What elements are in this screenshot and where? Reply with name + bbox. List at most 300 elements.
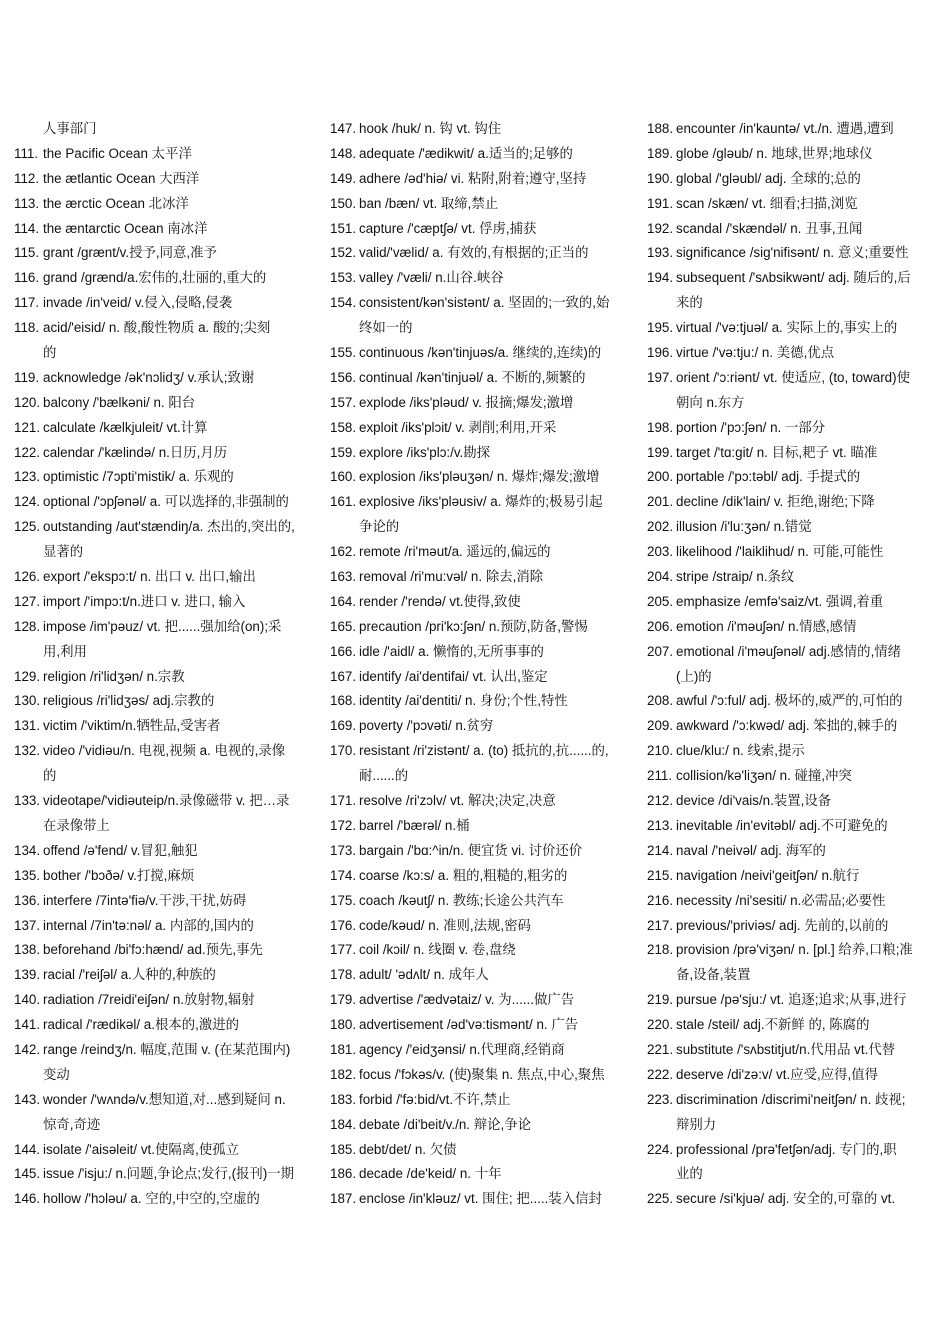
entry-text: acid/'eisid/ n. 酸,酸性物质 a. 酸的;尖刻 — [43, 320, 271, 336]
vocabulary-entry — [14, 391, 316, 416]
entry-text: naval /'neivəl/ adj. 海军的 — [676, 842, 826, 858]
entry-text: encounter /in'kauntə/ vt./n. 遭遇,遭到 — [676, 121, 894, 136]
entry-continuation — [647, 391, 937, 416]
entry-text: video /'vidiəu/n. 电视,视频 a. 电视的,录像 — [43, 743, 286, 759]
vocabulary-entry — [330, 665, 632, 690]
entry-text: emphasize /emfə'saiz/vt. 强调,着重 — [676, 593, 884, 609]
entry-continuation-text: 显著的 — [43, 544, 84, 560]
entry-continuation — [647, 1113, 937, 1138]
vocabulary-entry — [14, 366, 316, 391]
vocabulary-entry — [647, 540, 937, 565]
vocabulary-entry — [647, 117, 937, 142]
entry-text: idle /'aidl/ a. 懒惰的,无所事事的 — [359, 643, 544, 659]
vocabulary-entry — [330, 1088, 632, 1113]
entry-text: clue/klu:/ n. 线索,提示 — [676, 743, 805, 759]
entry-text: optional /'ɔpʃənəl/ a. 可以选择的,非强制的 — [43, 494, 289, 510]
entry-number: 142. — [14, 1041, 41, 1057]
entry-number: 137. — [14, 917, 41, 933]
vocabulary-entry — [330, 689, 632, 714]
entry-number: 144. — [14, 1141, 41, 1157]
vocabulary-column-1 — [14, 117, 316, 1212]
vocabulary-entry — [14, 291, 316, 316]
entry-continuation — [647, 291, 937, 316]
entry-number: 120. — [14, 394, 41, 410]
vocabulary-entry — [330, 789, 632, 814]
vocabulary-entry — [330, 1187, 632, 1212]
entry-number: 173. — [330, 842, 357, 858]
entry-text: advertisement /əd'və:tismənt/ n. 广告 — [359, 1017, 579, 1033]
vocabulary-entry — [14, 266, 316, 291]
entry-number: 122. — [14, 444, 41, 460]
entry-text: invade /in'veid/ v.侵入,侵略,侵袭 — [43, 295, 233, 311]
entry-continuation-text: 来的 — [676, 295, 703, 311]
entry-text: exploit /iks'plɔit/ v. 剥削;利用,开采 — [359, 419, 557, 435]
entry-text: coil /kɔil/ n. 线圈 v. 卷,盘绕 — [359, 942, 516, 958]
entry-text: portable /'pɔ:təbl/ adj. 手提式的 — [676, 469, 861, 485]
entry-number: 139. — [14, 967, 41, 983]
vocabulary-entry — [330, 1162, 632, 1187]
entry-text: agency /'eidʒənsi/ n.代理商,经销商 — [359, 1041, 565, 1057]
entry-text: scandal /'skændəl/ n. 丑事,丑闻 — [676, 220, 863, 236]
entry-text: orient /'ɔ:riənt/ vt. 使适应, (to, toward)使 — [676, 369, 910, 385]
entry-number: 118. — [14, 320, 40, 336]
vocabulary-column-3 — [647, 117, 937, 1212]
entry-text: explosive /iks'pləusiv/ a. 爆炸的;极易引起 — [359, 494, 603, 510]
entry-number: 123. — [14, 469, 41, 485]
entry-number: 121. — [14, 419, 41, 435]
vocabulary-entry — [647, 789, 937, 814]
entry-number: 169. — [330, 718, 357, 734]
entry-number: 132. — [14, 743, 41, 759]
entry-number: 182. — [330, 1066, 357, 1082]
vocabulary-entry — [14, 665, 316, 690]
entry-number: 116. — [14, 270, 40, 286]
entry-number: 199. — [647, 444, 674, 460]
entry-text: hollow /'hɔləu/ a. 空的,中空的,空虚的 — [43, 1191, 260, 1207]
vocabulary-entry — [647, 839, 937, 864]
entry-text: barrel /'bærəl/ n.桶 — [359, 817, 470, 833]
entry-number: 180. — [330, 1017, 357, 1033]
vocabulary-column-2 — [330, 117, 632, 1212]
entry-text: hook /huk/ n. 钩 vt. 钩住 — [359, 121, 502, 136]
entry-number: 156. — [330, 369, 357, 385]
entry-number: 159. — [330, 444, 357, 460]
vocabulary-entry — [647, 889, 937, 914]
entry-text: illusion /i'lu:ʒən/ n.错觉 — [676, 519, 812, 535]
entry-continuation — [647, 665, 937, 690]
vocabulary-entry — [647, 1038, 937, 1063]
entry-continuation-text: (上)的 — [676, 668, 712, 684]
entry-continuation-text: 耐......的 — [359, 768, 409, 784]
entry-continuation-text: 终如一的 — [359, 320, 413, 336]
entry-number: 187. — [330, 1191, 357, 1207]
entry-number: 212. — [647, 793, 674, 809]
vocabulary-entry — [330, 714, 632, 739]
entry-text: debt/det/ n. 欠债 — [359, 1141, 457, 1157]
vocabulary-entry — [330, 291, 632, 316]
entry-text: the æntarctic Ocean 南冰洋 — [43, 220, 208, 236]
entry-text: coach /kəutʃ/ n. 教练;长途公共汽车 — [359, 892, 564, 908]
entry-text: awful /'ɔ:ful/ adj. 极坏的,威严的,可怕的 — [676, 693, 903, 709]
entry-number: 163. — [330, 569, 357, 585]
entry-continuation — [14, 640, 316, 665]
entry-number: 168. — [330, 693, 357, 709]
entry-text: identify /ai'dentifai/ vt. 认出,鉴定 — [359, 668, 548, 684]
entry-text: issue /'isju:/ n.问题,争论点;发行,(报刊)一期 — [43, 1166, 295, 1182]
entry-number: 223. — [647, 1091, 674, 1107]
vocabulary-entry — [14, 515, 316, 540]
entry-text: resistant /ri'zistənt/ a. (to) 抵抗的,抗......的, — [359, 743, 609, 759]
vocabulary-entry — [14, 1187, 316, 1212]
entry-text: collision/kə'liʒən/ n. 碰撞,冲突 — [676, 768, 852, 784]
entry-text: optimistic /7ɔpti'mistik/ a. 乐观的 — [43, 469, 234, 485]
entry-continuation — [14, 764, 316, 789]
vocabulary-entry — [330, 615, 632, 640]
vocabulary-entry — [647, 266, 937, 291]
entry-number: 140. — [14, 992, 41, 1008]
entry-number: 138. — [14, 942, 41, 958]
entry-number: 215. — [647, 867, 674, 883]
entry-number: 179. — [330, 992, 357, 1008]
vocabulary-entry — [330, 565, 632, 590]
entry-number: 160. — [330, 469, 357, 485]
entry-continuation-text: 业的 — [676, 1166, 703, 1182]
entry-text: balcony /'bælkəni/ n. 阳台 — [43, 394, 196, 410]
entry-number: 158. — [330, 419, 357, 435]
vocabulary-entry — [330, 441, 632, 466]
vocabulary-entry — [330, 640, 632, 665]
vocabulary-entry — [14, 938, 316, 963]
entry-number: 151. — [330, 220, 357, 236]
entry-text: likelihood /'laiklihud/ n. 可能,可能性 — [676, 544, 884, 560]
entry-text: internal /7in'tə:nəl/ a. 内部的,国内的 — [43, 917, 254, 933]
entry-text: religious /ri'lidʒəs/ adj.宗教的 — [43, 693, 215, 709]
entry-text: explosion /iks'pləuʒən/ n. 爆炸;爆发;激增 — [359, 469, 600, 485]
entry-continuation-text: 惊奇,奇迹 — [43, 1116, 101, 1132]
entry-text: stripe /straip/ n.条纹 — [676, 569, 795, 585]
entry-text: valid/'vælid/ a. 有效的,有根据的;正当的 — [359, 245, 589, 261]
vocabulary-entry — [330, 1013, 632, 1038]
vocabulary-entry — [647, 167, 937, 192]
entry-continuation-text: 人事部门 — [43, 121, 97, 136]
entry-text: adult/ 'ədʌlt/ n. 成年人 — [359, 967, 489, 983]
entry-number: 162. — [330, 544, 357, 560]
entry-text: portion /'pɔ:ʃən/ n. 一部分 — [676, 419, 826, 435]
entry-text: export /'ekspɔ:t/ n. 出口 v. 出口,输出 — [43, 569, 256, 585]
entry-continuation-text: 争论的 — [359, 519, 400, 535]
vocabulary-entry — [330, 1113, 632, 1138]
vocabulary-entry — [647, 441, 937, 466]
entry-text: the ætlantic Ocean 大西洋 — [43, 170, 200, 186]
entry-number: 115. — [14, 245, 40, 261]
entry-number: 175. — [330, 892, 357, 908]
entry-number: 207. — [647, 643, 674, 659]
entry-text: impose /im'pəuz/ vt. 把......强加给(on);采 — [43, 618, 282, 634]
vocabulary-entry — [647, 988, 937, 1013]
entry-text: focus /'fɔkəs/v. (使)聚集 n. 焦点,中心,聚焦 — [359, 1066, 605, 1082]
entry-number: 190. — [647, 170, 674, 186]
entry-text: inevitable /in'evitəbl/ adj.不可避免的 — [676, 817, 888, 833]
vocabulary-entry — [330, 217, 632, 242]
entry-number: 189. — [647, 145, 674, 161]
entry-text: religion /ri'lidʒən/ n.宗教 — [43, 668, 185, 684]
vocabulary-entry — [14, 889, 316, 914]
entry-continuation — [14, 117, 316, 142]
vocabulary-entry — [14, 714, 316, 739]
entry-number: 181. — [330, 1041, 357, 1057]
entry-number: 128. — [14, 618, 41, 634]
entry-number: 170. — [330, 743, 357, 759]
entry-text: pursue /pə'sju:/ vt. 追逐;追求;从事,进行 — [676, 992, 907, 1008]
entry-text: calendar /'kælində/ n.日历,月历 — [43, 444, 228, 460]
entry-number: 119. — [14, 369, 40, 385]
entry-text: victim /'viktim/n.牺牲品,受害者 — [43, 718, 221, 734]
entry-number: 148. — [330, 145, 357, 161]
vocabulary-entry — [14, 689, 316, 714]
vocabulary-entry — [14, 1162, 316, 1187]
entry-text: discrimination /discrimi'neitʃən/ n. 歧视; — [676, 1091, 906, 1107]
entry-text: acknowledge /ək'nɔlidʒ/ v.承认;致谢 — [43, 369, 255, 385]
entry-number: 149. — [330, 170, 357, 186]
entry-number: 194. — [647, 270, 674, 286]
vocabulary-entry — [330, 814, 632, 839]
entry-number: 185. — [330, 1141, 357, 1157]
vocabulary-entry — [330, 416, 632, 441]
entry-number: 200. — [647, 469, 674, 485]
entry-text: interfere /7intə'fiə/v.干涉,干扰,妨碍 — [43, 892, 247, 908]
entry-number: 198. — [647, 419, 674, 435]
entry-number: 213. — [647, 817, 674, 833]
entry-text: capture /'cæptʃə/ vt. 俘虏,捕获 — [359, 220, 537, 236]
entry-text: virtue /'və:tju:/ n. 美德,优点 — [676, 345, 835, 361]
vocabulary-entry — [330, 266, 632, 291]
entry-number: 197. — [647, 369, 674, 385]
entry-text: racial /'reiʃəl/ a.人种的,种族的 — [43, 967, 216, 983]
entry-text: poverty /'pɔvəti/ n.贫穷 — [359, 718, 494, 734]
entry-text: virtual /'və:tjuəl/ a. 实际上的,事实上的 — [676, 320, 898, 336]
vocabulary-entry — [647, 1063, 937, 1088]
entry-text: advertise /'ædvətaiz/ v. 为......做广告 — [359, 992, 575, 1008]
entry-number: 117. — [14, 295, 40, 311]
vocabulary-entry — [647, 1088, 937, 1113]
entry-number: 111. — [14, 145, 39, 161]
entry-number: 127. — [14, 593, 41, 609]
entry-text: offend /ə'fend/ v.冒犯,触犯 — [43, 842, 198, 858]
entry-continuation-text: 用,利用 — [43, 643, 87, 659]
vocabulary-entry — [14, 914, 316, 939]
vocabulary-entry — [647, 739, 937, 764]
entry-text: emotional /i'məuʃənəl/ adj.感情的,情绪 — [676, 643, 902, 659]
entry-number: 193. — [647, 245, 674, 261]
entry-continuation-text: 在录像带上 — [43, 817, 110, 833]
vocabulary-entry — [330, 391, 632, 416]
vocabulary-entry — [647, 416, 937, 441]
entry-number: 222. — [647, 1066, 674, 1082]
entry-text: grand /grænd/a.宏伟的,壮丽的,重大的 — [43, 270, 267, 286]
entry-number: 177. — [330, 942, 357, 958]
vocabulary-entry — [14, 192, 316, 217]
entry-text: coarse /kɔ:s/ a. 粗的,粗糙的,粗劣的 — [359, 867, 568, 883]
vocabulary-entry — [330, 988, 632, 1013]
entry-text: navigation /neivi'geitʃən/ n.航行 — [676, 867, 860, 883]
vocabulary-entry — [647, 640, 937, 665]
entry-continuation — [14, 1113, 316, 1138]
entry-continuation — [14, 341, 316, 366]
vocabulary-entry — [647, 241, 937, 266]
entry-number: 133. — [14, 793, 41, 809]
vocabulary-entry — [330, 167, 632, 192]
vocabulary-entry — [330, 540, 632, 565]
entry-number: 124. — [14, 494, 41, 510]
vocabulary-entry — [330, 839, 632, 864]
entry-number: 153. — [330, 270, 357, 286]
entry-text: precaution /pri'kɔ:ʃən/ n.预防,防备,警惕 — [359, 618, 588, 634]
vocabulary-entry — [330, 914, 632, 939]
entry-number: 202. — [647, 519, 674, 535]
vocabulary-entry — [647, 515, 937, 540]
vocabulary-entry — [14, 167, 316, 192]
entry-text: import /'impɔ:t/n.进口 v. 进口, 输入 — [43, 593, 246, 609]
vocabulary-entry — [14, 1013, 316, 1038]
vocabulary-entry — [14, 416, 316, 441]
vocabulary-entry — [330, 366, 632, 391]
vocabulary-entry — [647, 366, 937, 391]
vocabulary-entry — [330, 490, 632, 515]
entry-text: substitute /'sʌbstitjut/n.代用品 vt.代替 — [676, 1041, 896, 1057]
entry-continuation — [330, 764, 632, 789]
vocabulary-entry — [14, 441, 316, 466]
entry-text: continuous /kən'tinjuəs/a. 继续的,连续)的 — [359, 345, 602, 361]
vocabulary-entry — [330, 938, 632, 963]
entry-text: professional /prə'fetʃən/adj. 专门的,职 — [676, 1141, 897, 1157]
vocabulary-entry — [647, 814, 937, 839]
vocabulary-entry — [647, 689, 937, 714]
entry-text: adhere /əd'hiə/ vi. 粘附,附着;遵守,坚持 — [359, 170, 587, 186]
vocabulary-entry — [647, 316, 937, 341]
entry-number: 203. — [647, 544, 674, 560]
vocabulary-entry — [14, 217, 316, 242]
entry-continuation-text: 备,设备,装置 — [676, 967, 751, 983]
vocabulary-entry — [14, 490, 316, 515]
entry-text: decline /dik'lain/ v. 拒绝,谢绝;下降 — [676, 494, 875, 510]
entry-number: 130. — [14, 693, 41, 709]
vocabulary-entry — [14, 465, 316, 490]
entry-text: adequate /'ædikwit/ a.适当的;足够的 — [359, 145, 573, 161]
entry-number: 183. — [330, 1091, 357, 1107]
vocabulary-entry — [14, 590, 316, 615]
entry-text: explode /iks'pləud/ v. 报摘;爆发;激增 — [359, 394, 574, 410]
vocabulary-entry — [647, 142, 937, 167]
entry-text: the Pacific Ocean 太平洋 — [43, 145, 192, 161]
entry-text: enclose /in'kləuz/ vt. 围住; 把.....装入信封 — [359, 1191, 602, 1207]
entry-number: 191. — [647, 195, 674, 211]
vocabulary-entry — [647, 764, 937, 789]
entry-text: outstanding /aut'stændiŋ/a. 杰出的,突出的, — [43, 519, 295, 535]
entry-text: continual /kən'tinjuəl/ a. 不断的,频繁的 — [359, 369, 586, 385]
vocabulary-entry — [330, 864, 632, 889]
entry-text: explore /iks'plɔ:/v.勘探 — [359, 444, 491, 460]
entry-number: 143. — [14, 1091, 41, 1107]
entry-number: 211. — [647, 768, 673, 784]
entry-number: 134. — [14, 842, 41, 858]
vocabulary-entry — [330, 142, 632, 167]
vocabulary-entry — [647, 1187, 937, 1212]
entry-number: 154. — [330, 295, 357, 311]
entry-text: secure /si'kjuə/ adj. 安全的,可靠的 vt. — [676, 1191, 896, 1207]
vocabulary-entry — [14, 988, 316, 1013]
vocabulary-entry — [647, 490, 937, 515]
vocabulary-entry — [330, 963, 632, 988]
entry-text: grant /grænt/v.授予,同意,准予 — [43, 245, 217, 261]
entry-text: resolve /ri'zɔlv/ vt. 解决;决定,决意 — [359, 793, 556, 809]
entry-text: subsequent /'sʌbsikwənt/ adj. 随后的,后 — [676, 270, 911, 286]
entry-number: 165. — [330, 618, 357, 634]
entry-number: 201. — [647, 494, 674, 510]
entry-text: isolate /'aisəleit/ vt.使隔离,使孤立 — [43, 1141, 240, 1157]
vocabulary-entry — [14, 1038, 316, 1063]
entry-number: 131. — [14, 718, 41, 734]
entry-text: scan /skæn/ vt. 细看;扫描,浏览 — [676, 195, 858, 211]
entry-text: identity /ai'dentiti/ n. 身份;个性,特性 — [359, 693, 568, 709]
vocabulary-entry — [14, 789, 316, 814]
entry-number: 126. — [14, 569, 41, 585]
entry-text: removal /ri'mu:vəl/ n. 除去,消除 — [359, 569, 544, 585]
vocabulary-entry — [330, 1138, 632, 1163]
entry-text: radical /'rædikəl/ a.根本的,激进的 — [43, 1017, 240, 1033]
entry-number: 125. — [14, 519, 41, 535]
entry-continuation-text: 辩别力 — [676, 1116, 717, 1132]
vocabulary-entry — [14, 241, 316, 266]
entry-number: 135. — [14, 867, 41, 883]
entry-text: necessity /ni'sesiti/ n.必需品;必要性 — [676, 892, 886, 908]
entry-number: 136. — [14, 892, 41, 908]
entry-number: 220. — [647, 1017, 674, 1033]
entry-continuation — [14, 814, 316, 839]
entry-number: 208. — [647, 693, 674, 709]
vocabulary-entry — [14, 963, 316, 988]
vocabulary-entry — [330, 889, 632, 914]
vocabulary-entry — [14, 864, 316, 889]
entry-text: previous/'priviəs/ adj. 先前的,以前的 — [676, 917, 889, 933]
entry-number: 152. — [330, 245, 357, 261]
entry-number: 113. — [14, 195, 40, 211]
entry-continuation — [330, 316, 632, 341]
entry-text: decade /de'keid/ n. 十年 — [359, 1166, 502, 1182]
vocabulary-entry — [647, 341, 937, 366]
vocabulary-entry — [647, 1138, 937, 1163]
vocabulary-entry — [330, 1038, 632, 1063]
vocabulary-entry — [330, 465, 632, 490]
vocabulary-entry — [14, 1138, 316, 1163]
entry-continuation — [647, 1162, 937, 1187]
entry-number: 164. — [330, 593, 357, 609]
vocabulary-entry — [14, 565, 316, 590]
vocabulary-entry — [647, 192, 937, 217]
entry-continuation — [330, 515, 632, 540]
entry-text: target /'tɑ:git/ n. 目标,耙子 vt. 瞄准 — [676, 444, 878, 460]
vocabulary-entry — [647, 864, 937, 889]
entry-text: radiation /7reidi'eiʃən/ n.放射物,辐射 — [43, 992, 255, 1008]
vocabulary-entry — [14, 142, 316, 167]
entry-continuation-text: 朝向 n.东方 — [676, 394, 745, 410]
entry-continuation-text: 的 — [43, 768, 57, 784]
entry-number: 216. — [647, 892, 674, 908]
entry-number: 195. — [647, 320, 674, 336]
entry-text: forbid /'fə:bid/vt.不许,禁止 — [359, 1091, 511, 1107]
entry-text: device /di'vais/n.装置,设备 — [676, 793, 832, 809]
entry-text: global /'gləubl/ adj. 全球的;总的 — [676, 170, 861, 186]
entry-number: 167. — [330, 668, 357, 684]
